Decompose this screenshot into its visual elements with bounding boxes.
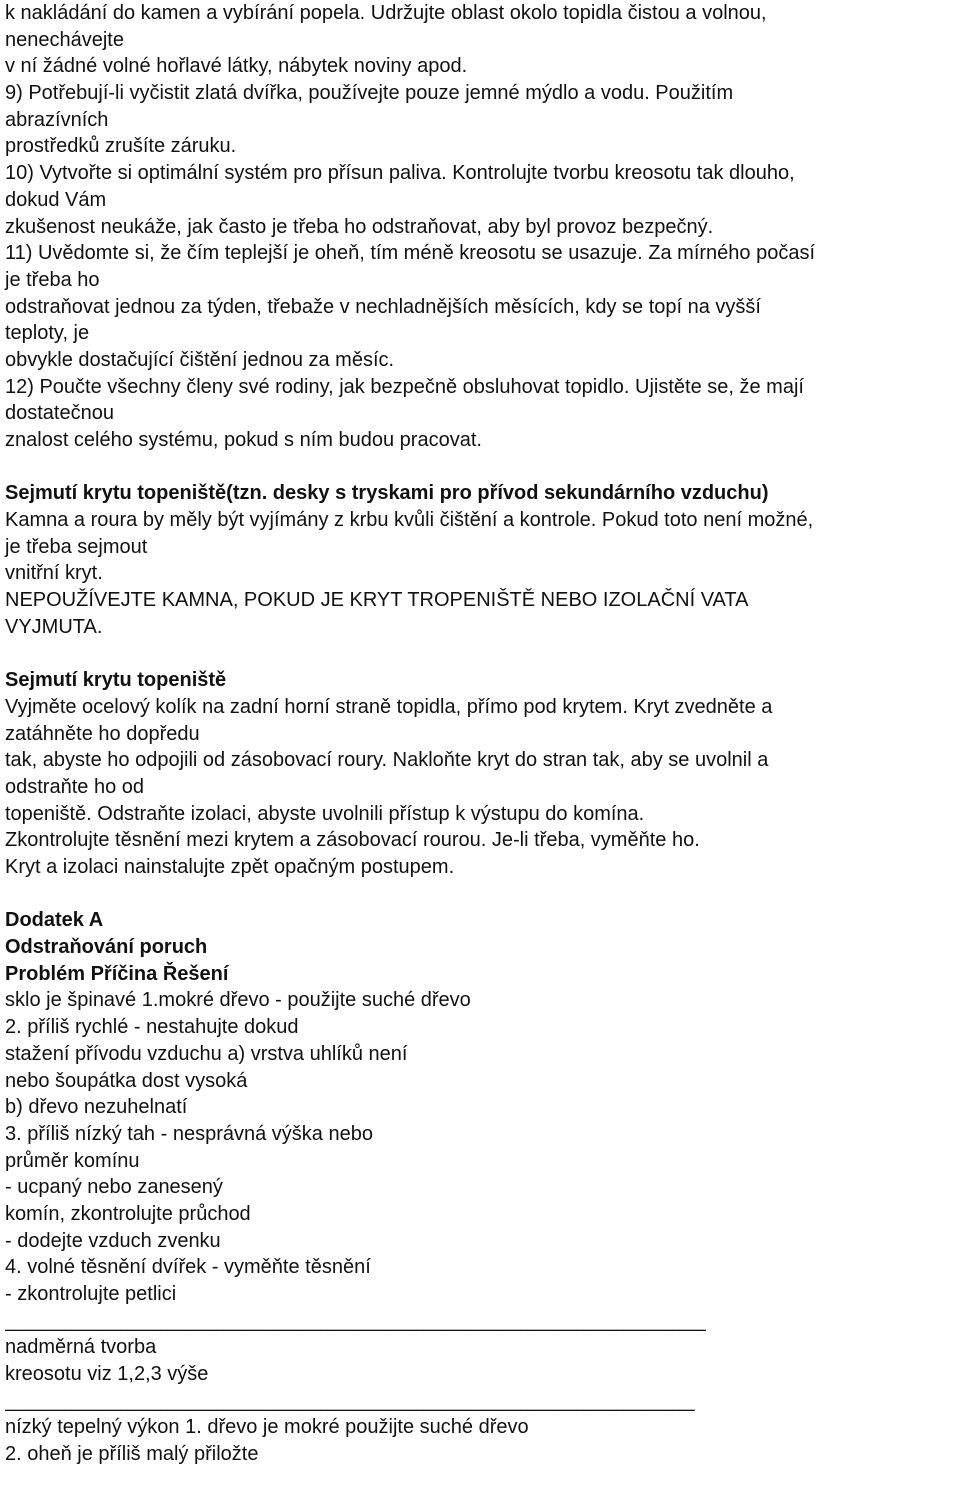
text-line: Kamna a roura by měly být vyjímány z krbu kvůli čištění a kontrole. Pokud toto není možné, [5,509,814,532]
text-line: sklo je špinavé 1.mokré dřevo - použijte suché dřevo [5,989,471,1012]
blank-line [5,454,952,481]
text-line: tak, abyste ho odpojili od zásobovací roury. Nakloňte kryt do stran tak, aby se uvolnil a [5,749,769,772]
text-line: je třeba sejmout [5,535,148,558]
text-line: prostředků zrušíte záruku. [5,135,237,158]
text-line: b) dřevo nezuhelnatí [5,1096,188,1119]
section-heading: Sejmutí krytu topeniště [5,669,227,692]
text-line: odstraňovat jednou za týden, třebaže v nechladnějších měsících, kdy se topí na vyšší [5,295,761,318]
text-line: - zkontrolujte petlici [5,1283,177,1305]
text-line: obvykle dostačující čištění jednou za měsíc. [5,348,395,371]
text-line: komín, zkontrolujte průchod [5,1202,251,1225]
text-line: vnitřní kryt. [5,562,103,585]
text-line: zatáhněte ho dopředu [5,722,200,745]
text-line: nenechávejte [5,28,124,51]
text-line: odstraňte ho od [5,775,144,798]
text-line: kreosotu viz 1,2,3 výše [5,1363,209,1386]
warning-line: VYJMUTA. [5,615,103,638]
separator-line: ______________________________________________________________ [5,1389,695,1412]
text-line: znalost celého systému, pokud s ním budou pracovat. [5,429,482,451]
text-line: nízký tepelný výkon 1. dřevo je mokré použijte suché dřevo [5,1416,529,1439]
text-line: Kryt a izolaci nainstalujte zpět opačným postupem. [5,856,455,878]
text-line: v ní žádné volné hořlavé látky, nábytek noviny apod. [5,55,468,78]
text-line: zkušenost neukáže, jak často je třeba ho odstraňovat, aby byl provoz bezpečný. [5,215,714,238]
text-line: abrazívních [5,108,109,131]
text-line: 3. příliš nízký tah - nesprávná výška nebo [5,1122,373,1145]
text-line: 2. příliš rychlé - nestahujte dokud [5,1016,299,1039]
blank-line [5,881,952,908]
text-line: nebo šoupátka dost vysoká [5,1069,248,1092]
blank-line [5,641,952,668]
text-line: - dodejte vzduch zvenku [5,1229,221,1252]
text-line: průměr komínu [5,1149,140,1172]
text-line: - ucpaný nebo zanesený [5,1176,223,1199]
text-line: nadměrná tvorba [5,1336,157,1359]
text-line: Vyjměte ocelový kolík na zadní horní straně topidla, přímo pod krytem. Kryt zvedněte a [5,695,773,718]
text-line: dokud Vám [5,188,107,211]
text-line: 12) Poučte všechny členy své rodiny, jak bezpečně obsluhovat topidlo. Ujistěte se, že mají [5,375,804,398]
text-line: stažení přívodu vzduchu a) vrstva uhlíků není [5,1042,408,1065]
separator-line: _______________________________________________________________ [5,1309,706,1332]
text-line: 2. oheň je příliš malý přiložte [5,1443,259,1466]
section-heading: Sejmutí krytu topeniště(tzn. desky s tryskami pro přívod sekundárního vzduchu) [5,482,769,505]
text-line: topeniště. Odstraňte izolaci, abyste uvolnili přístup k výstupu do komína. [5,802,645,825]
text-line: 10) Vytvořte si optimální systém pro přísun paliva. Kontrolujte tvorbu kreosotu tak dlouho, [5,162,795,185]
text-line: 11) Uvědomte si, že čím teplejší je oheň, tím méně kreosotu se usazuje. Za mírného počasí [5,242,816,265]
text-line: 9) Potřebují-li vyčistit zlatá dvířka, používejte pouze jemné mýdlo a vodu. Použitím [5,82,734,105]
text-line: Zkontrolujte těsnění mezi krytem a zásobovací rourou. Je-li třeba, vyměňte ho. [5,829,700,852]
table-header-line: Problém Příčina Řešení [5,962,229,985]
troubleshooting-heading: Odstraňování poruch [5,936,208,959]
text-line: 4. volné těsnění dvířek - vyměňte těsnění [5,1256,371,1279]
text-line: dostatečnou [5,402,114,425]
text-line: k nakládání do kamen a vybírání popela. Udržujte oblast okolo topidla čistou a volnou, [5,2,767,24]
warning-line: NEPOUŽÍVEJTE KAMNA, POKUD JE KRYT TROPENIŠTĚ NEBO IZOLAČNÍ VATA [5,589,749,612]
text-line: je třeba ho [5,268,100,291]
appendix-heading: Dodatek A [5,909,104,932]
text-line: teploty, je [5,322,90,345]
